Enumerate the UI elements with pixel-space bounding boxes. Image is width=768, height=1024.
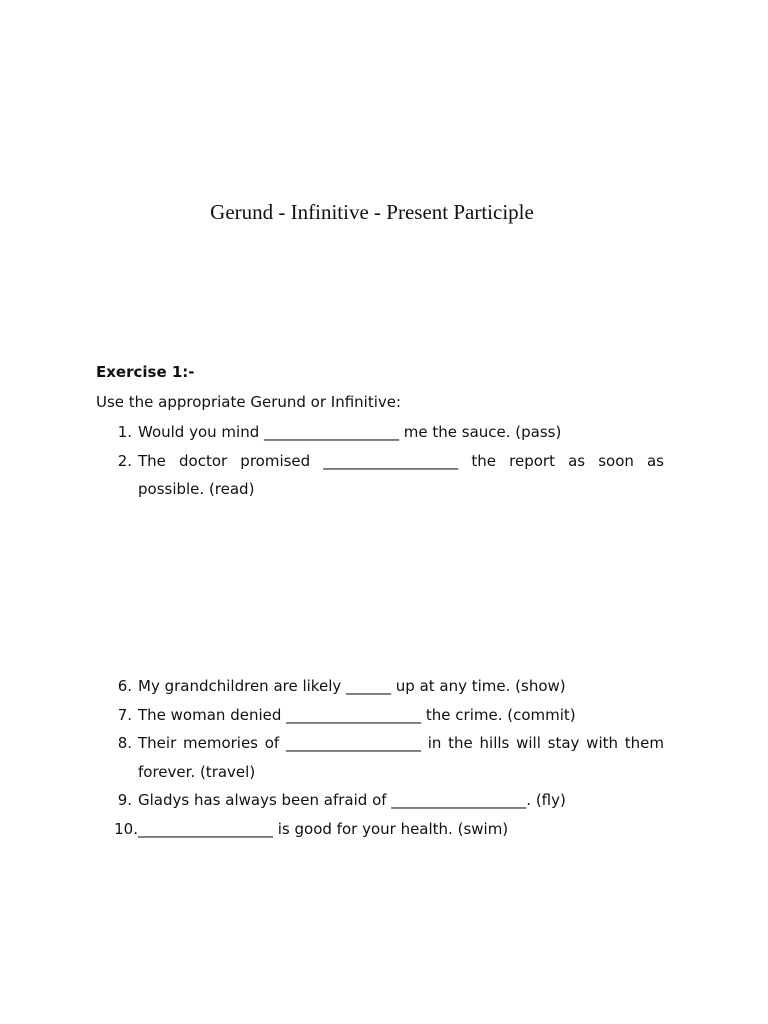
item-number: 10. (114, 819, 138, 838)
exercise-heading: Exercise 1:- (96, 363, 195, 381)
item-text: __________________ is good for your health. (swim) (138, 819, 509, 838)
item-number: 7. (117, 705, 132, 724)
exercise-instructions: Use the appropriate Gerund or Infinitive: (96, 393, 402, 411)
list-item (96, 672, 664, 701)
item-text: The woman denied __________________ the crime. (commit) (138, 705, 576, 724)
list-item (96, 729, 664, 786)
list-item (96, 815, 664, 844)
list-item (96, 701, 664, 730)
list-item (96, 447, 664, 504)
exercise-list-bottom (96, 672, 664, 843)
item-text: Their memories of __________________ in the hills will stay with them forever. (travel) (138, 734, 664, 781)
item-number: 9. (117, 791, 132, 809)
item-text: The doctor promised __________________ the report as soon as possible. (read) (138, 451, 664, 498)
item-text: My grandchildren are likely ______ up at any time. (show) (138, 677, 566, 695)
document-title: Gerund - Infinitive - Present Participle (210, 200, 534, 224)
item-number: 2. (117, 451, 132, 470)
item-number: 1. (117, 423, 132, 441)
item-number: 6. (117, 677, 132, 695)
item-number: 8. (117, 734, 132, 752)
item-text: Would you mind __________________ me the sauce. (pass) (138, 423, 562, 441)
exercise-list-top (96, 418, 664, 504)
list-item (96, 418, 664, 447)
item-text: Gladys has always been afraid of __________________. (fly) (138, 791, 566, 809)
list-item (96, 786, 664, 815)
